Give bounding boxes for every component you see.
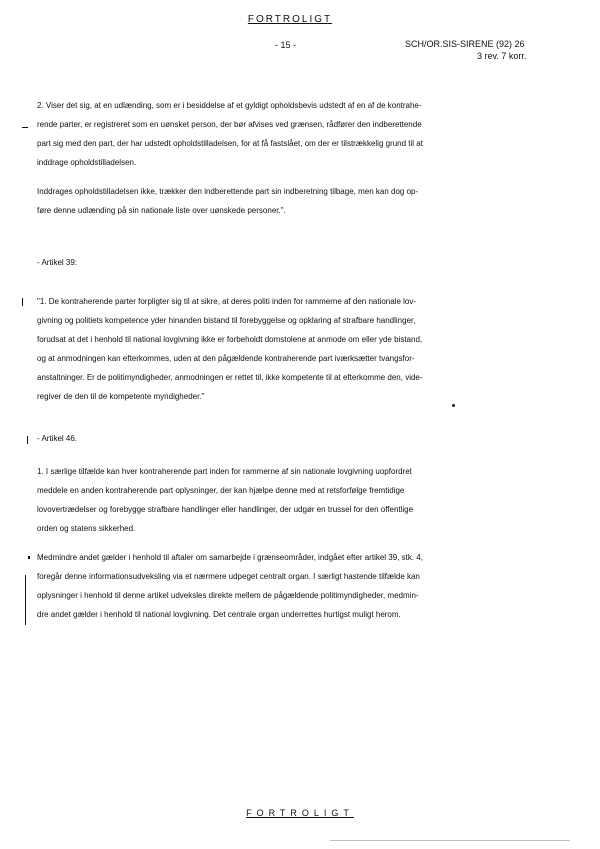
text-line: "1. De kontraherende parter forpligter sig til at sikre, at deres politi inden for rammerne af den nationale lov-: [37, 297, 417, 306]
margin-tick-mark: [28, 556, 30, 559]
text-line: og at anmodningen kan efterkommes, uden at den pågældende kontraherende part iværksætter tvangsfor-: [37, 354, 415, 363]
text-line: inddrage opholdstilladelsen.: [37, 158, 137, 167]
text-line: 2. Viser det sig, at en udlænding, som er i besiddelse af et gyldigt opholdsbevis udstedt af en af de kontrahe-: [37, 101, 422, 110]
heading-artikel-39: - Artikel 39:: [37, 258, 78, 267]
document-reference: [405, 38, 526, 62]
text-line: forudsat at det i henhold til national lovgivning ikke er forbeholdt domstolene at anmode om eller yde bistand,: [37, 335, 423, 344]
reference-code: SCH/OR.SIS-SIRENE (92) 26: [405, 39, 525, 49]
text-line: Medmindre andet gælder i henhold til aftaler om samarbejde i grænseområder, indgået efter artikel 39, stk. 4,: [37, 553, 423, 562]
text-line: Inddrages opholdstilladelsen ikke, trækker den indberettende part sin indberetning tilbage, men kan dog op-: [37, 187, 419, 196]
page-number: - 15 -: [275, 40, 297, 50]
text-line: part sig med den part, der har udstedt opholdstilladelsen, for at få fastslået, om der er tilstrækkelig grund til at: [37, 139, 423, 148]
heading-artikel-46: - Artikel 46.: [37, 434, 78, 443]
text-line: oplysninger i henhold til denne artikel udveksles direkte mellem de pågældende politimyndigheder, medmin-: [37, 591, 419, 600]
paragraph-artikel-46-2: [37, 548, 557, 624]
text-line: foregår denne informationsudveksling via et nærmere udpeget centralt organ. I særligt hastende tilfælde kan: [37, 572, 420, 581]
footer-rule: [330, 840, 570, 841]
text-line: givning og politiets kompetence yder hinanden bistand til forebyggelse og opklaring af strafbare handlinger,: [37, 316, 416, 325]
confidential-header: FORTROLIGT: [247, 14, 333, 25]
text-line: orden og statens sikkerhed.: [37, 524, 136, 533]
confidential-footer: FORTROLIGT: [246, 808, 354, 818]
text-line: anstaltninger. Er de politimyndigheder, anmodningen er rettet til, ikke kompetente til at efterkomme den, vide-: [37, 373, 423, 382]
margin-tick-mark: [22, 298, 23, 306]
revision-note: 3 rev. 7 korr.: [477, 51, 527, 61]
paragraph-artikel-39: [37, 292, 557, 406]
text-line: meddele en anden kontraherende part oplysninger, der kan hjælpe denne med at retsforfølge fremtidige: [37, 486, 405, 495]
text-line: føre denne udlænding på sin nationale liste over uønskede personer.".: [37, 206, 286, 215]
text-line: rende parter, er registreret som en uønsket person, der bør afvises ved grænsen, rådfører den indberettende: [37, 120, 422, 129]
text-line: dre andet gælder i henhold til national lovgivning. Det centrale organ underrettes hurtigst muligt herom.: [37, 610, 401, 619]
paragraph-artikel-46-1: [37, 462, 557, 538]
margin-change-bar: [25, 575, 26, 625]
text-line: 1. I særlige tilfælde kan hver kontraherende part inden for rammerne af sin nationale lovgivning uopfordret: [37, 467, 412, 476]
stray-dot: [452, 404, 455, 407]
text-line: lovovertrædelser og forebygge strafbare handlinger eller handlinger, der udgør en trussel for den offentlige: [37, 505, 414, 514]
paragraph-withdrawal: [37, 182, 557, 220]
text-line: regiver de den til de kompetente myndigheder.": [37, 392, 205, 401]
margin-tick-mark: [27, 436, 28, 444]
margin-dash-mark: [22, 127, 28, 128]
paragraph-2: [37, 96, 557, 172]
